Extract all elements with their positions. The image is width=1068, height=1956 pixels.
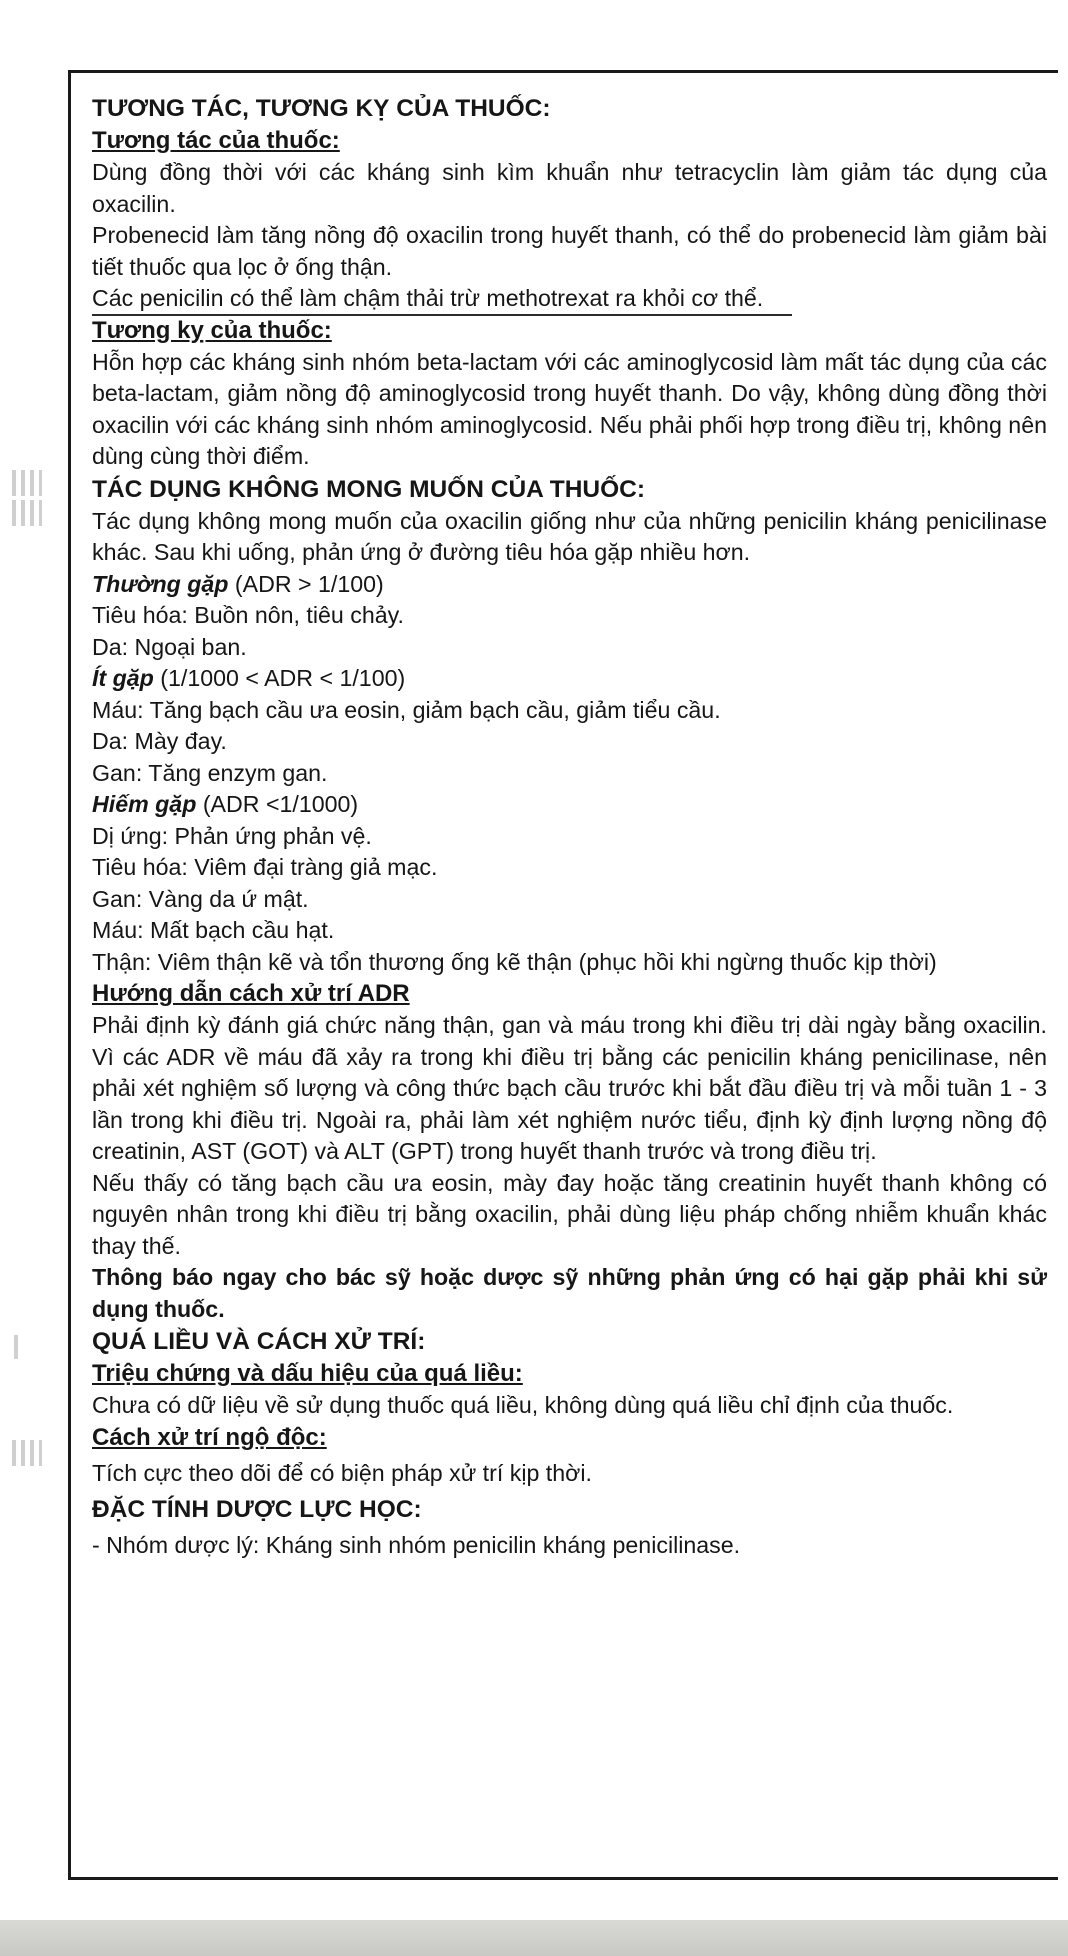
edge-print-mark [12,470,42,496]
common-effect-item: Tiêu hóa: Buồn nôn, tiêu chảy. [92,602,404,628]
rare-effect-item: Máu: Mất bạch cầu hạt. [92,917,335,943]
leaflet-content [92,92,1047,1562]
overdose-symptoms-heading: Triệu chứng và dấu hiệu của quá liều: [92,1360,523,1387]
uncommon-label: Ít gặp [92,665,154,691]
adr-report-notice: Thông báo ngay cho bác sỹ hoặc dược sỹ những phản ứng có hại gặp phải khi sử dụng thuốc. [92,1264,1047,1322]
common-frequency: (ADR > 1/100) [228,570,384,597]
poisoning-treatment-heading: Cách xử trí ngộ độc: [92,1423,327,1451]
common-effect-item: Da: Ngoại ban. [92,633,247,660]
rare-label: Hiếm gặp [92,791,197,817]
drug-interactions-text-2: Probenecid làm tăng nồng độ oxacilin trong huyết thanh, có thể do probenecid làm giảm bài tiết thuốc qua lọc ở ống thận. [92,222,1047,280]
rare-frequency: (ADR <1/1000) [196,791,359,817]
rare-effect-item: Tiêu hóa: Viêm đại tràng giả mạc. [92,854,438,880]
overdose-symptoms-text: Chưa có dữ liệu về sử dụng thuốc quá liều, không dùng quá liều chỉ định của thuốc. [92,1392,954,1418]
overdose-heading: QUÁ LIỀU VÀ CÁCH XỬ TRÍ: [92,1328,426,1355]
interactions-heading: TƯƠNG TÁC, TƯƠNG KỴ CỦA THUỐC: [92,95,551,122]
drug-interactions-text-3: Các penicilin có thể làm chậm thải trừ methotrexat ra khỏi cơ thể. [92,285,764,311]
pharmacodynamics-text: - Nhóm dược lý: Kháng sinh nhóm penicilin kháng penicilinase. [92,1532,741,1558]
edge-print-mark [12,1440,42,1466]
uncommon-frequency: (1/1000 < ADR < 1/100) [153,665,406,691]
uncommon-effect-item: Da: Mày đay. [92,728,227,754]
adverse-effects-intro: Tác dụng không mong muốn của oxacilin giống như của những penicilin kháng penicilinase khác. Sau khi uống, phản ứng ở đường tiêu hóa gặp nhiều hơn. [92,507,1047,565]
rare-effect-item: Gan: Vàng da ứ mật. [92,885,309,912]
poisoning-treatment-text: Tích cực theo dõi để có biện pháp xử trí kịp thời. [92,1459,592,1486]
adr-guidance-text-2: Nếu thấy có tăng bạch cầu ưa eosin, mày đay hoặc tăng creatinin huyết thanh không có nguyên nhân trong khi điều trị bằng oxacilin, phải dùng liệu pháp chống nhiễm khuẩn khác thay thế. [92,1169,1047,1259]
rare-effect-item: Thận: Viêm thận kẽ và tổn thương ống kẽ thận (phục hồi khi ngừng thuốc kịp thời) [92,948,937,975]
incompatibility-text: Hỗn hợp các kháng sinh nhóm beta-lactam với các aminoglycosid làm mất tác dụng của các beta-lactam, giảm nồng độ aminoglycosid trong huyết thanh. Do vậy, không dùng đồng thời oxacilin với các kháng sinh nhóm aminoglycosid. Nếu phải phối hợp trong điều trị, không nên dùng cùng thời điểm. [92,348,1047,469]
adr-guidance-text-1: Phải định kỳ đánh giá chức năng thận, gan và máu trong khi điều trị dài ngày bằng oxacilin. Vì các ADR về máu đã xảy ra trong khi điều trị bằng các penicilin kháng penicilinase, nên phải xét nghiệm số lượng và công thức bạch cầu trước khi bắt đầu điều trị và mỗi tuần 1 - 3 lần trong khi điều trị. Ngoài ra, phải làm xét nghiệm nước tiểu, định kỳ định lượng nồng độ creatinin, AST (GOT) và ALT (GPT) trong huyết thanh trước và trong điều trị. [92,1012,1047,1164]
incompatibility-heading: Tương kỵ của thuốc: [92,316,332,344]
drug-interactions-text-1: Dùng đồng thời với các kháng sinh kìm khuẩn như tetracyclin làm giảm tác dụng của oxacilin. [92,159,1047,217]
drug-interactions-heading: Tương tác của thuốc: [92,127,340,154]
pharmacodynamics-heading: ĐẶC TÍNH DƯỢC LỰC HỌC: [92,1496,422,1523]
edge-print-mark [14,1335,18,1359]
printed-rule-line [92,314,792,316]
uncommon-effect-item: Máu: Tăng bạch cầu ưa eosin, giảm bạch cầu, giảm tiểu cầu. [92,696,721,723]
uncommon-effect-item: Gan: Tăng enzym gan. [92,759,328,786]
adverse-effects-heading: TÁC DỤNG KHÔNG MONG MUỐN CỦA THUỐC: [92,475,646,503]
rare-effect-item: Dị ứng: Phản ứng phản vệ. [92,822,372,849]
rare-effects-header [92,789,1047,821]
adr-guidance-heading: Hướng dẫn cách xử trí ADR [92,980,410,1007]
common-effects-header [92,569,1047,601]
common-label: Thường gặp [92,570,229,597]
page-bottom-shadow [0,1920,1068,1956]
uncommon-effects-header [92,663,1047,695]
edge-print-mark [12,500,42,526]
